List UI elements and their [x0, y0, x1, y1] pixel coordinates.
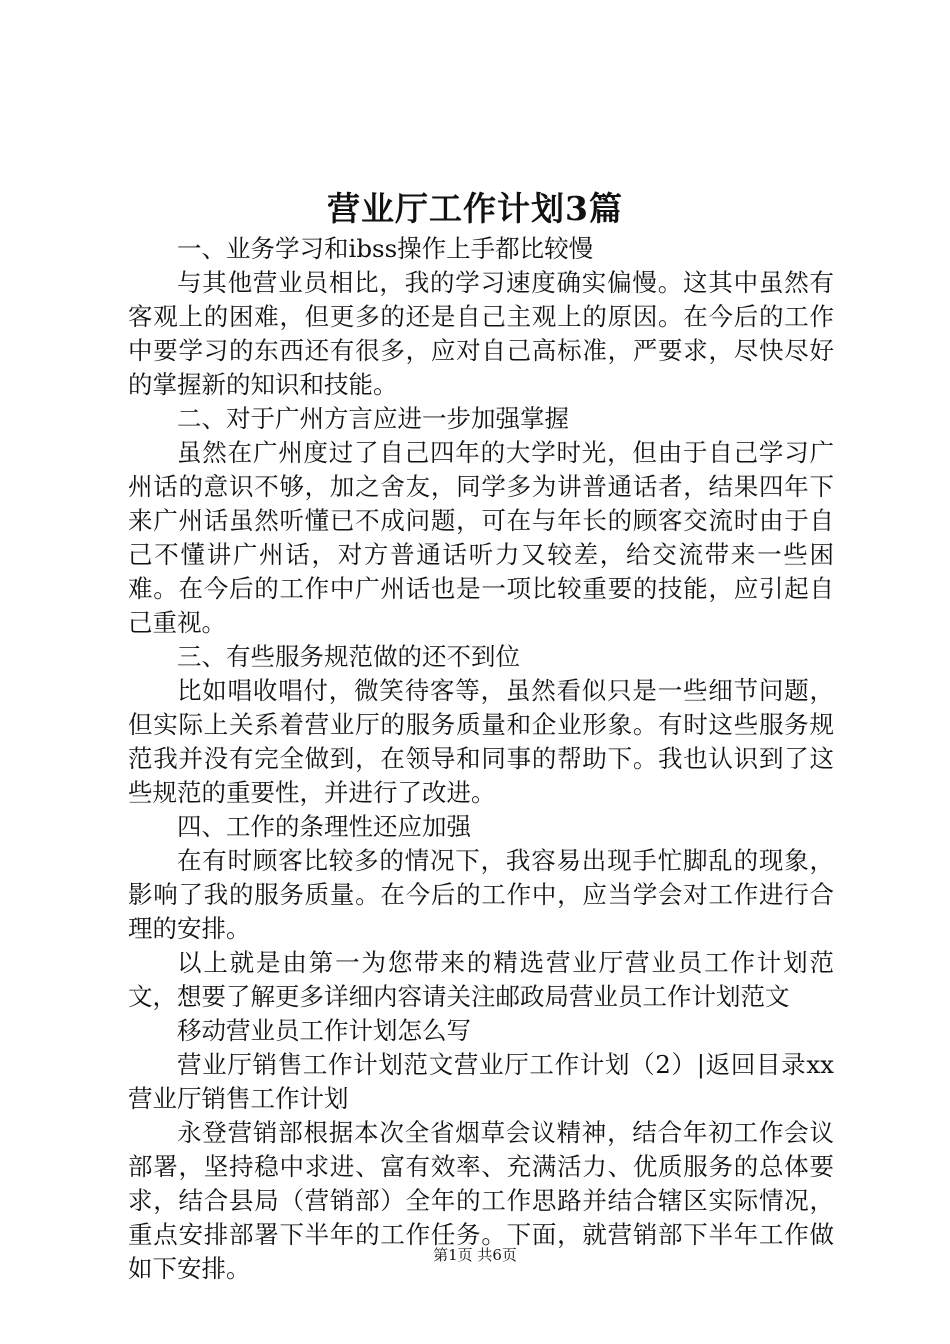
body-paragraph: 移动营业员工作计划怎么写: [177, 1016, 471, 1045]
body-paragraph: 比如唱收唱付，微笑待客等，虽然看似只是一些细节问题，但实际上关系着营业厅的服务质量和企业形象。有时这些服务规范我并没有完全做到，在领导和同事的帮助下。我也认识到了这些规范的重要性，并进行了改进。: [128, 676, 834, 807]
body-paragraph: 永登营销部根据本次全省烟草会议精神，结合年初工作会议部署，坚持稳中求进、富有效率、充满活力、优质服务的总体要求，结合县局（营销部）全年的工作思路并结合辖区实际情况，重点安排部署下半年的工作任务。下面，就营销部下半年工作做如下安排。: [128, 1118, 834, 1283]
document-body: [128, 232, 834, 1286]
body-paragraph: 虽然在广州度过了自己四年的大学时光，但由于自己学习广州话的意识不够，加之舍友，同学多为讲普通话者，结果四年下来广州话虽然听懂已不成问题，可在与年长的顾客交流时由于自己不懂讲广州话，对方普通话听力又较差，给交流带来一些困难。在今后的工作中广州话也是一项比较重要的技能，应引起自己重视。: [128, 438, 834, 637]
heading-paragraph: 一、业务学习和ibss操作上手都比较慢: [177, 234, 594, 263]
page-footer: 第1页 共6页: [433, 1246, 517, 1264]
body-paragraph: 在有时顾客比较多的情况下，我容易出现手忙脚乱的现象，影响了我的服务质量。在今后的工作中，应当学会对工作进行合理的安排。: [128, 846, 834, 943]
document-title: 营业厅工作计划3篇: [327, 189, 623, 228]
body-paragraph: 以上就是由第一为您带来的精选营业厅营业员工作计划范文，想要了解更多详细内容请关注邮政局营业员工作计划范文: [128, 948, 834, 1011]
body-paragraph: 与其他营业员相比，我的学习速度确实偏慢。这其中虽然有客观上的困难，但更多的还是自己主观上的原因。在今后的工作中要学习的东西还有很多，应对自己高标准，严要求，尽快尽好的掌握新的知识和技能。: [128, 268, 834, 399]
heading-paragraph: 四、工作的条理性还应加强: [177, 812, 471, 841]
heading-paragraph: 三、有些服务规范做的还不到位: [177, 642, 520, 671]
body-paragraph: 营业厅销售工作计划范文营业厅工作计划（2）|返回目录xx营业厅销售工作计划: [128, 1050, 834, 1113]
heading-paragraph: 二、对于广州方言应进一步加强掌握: [177, 404, 569, 433]
